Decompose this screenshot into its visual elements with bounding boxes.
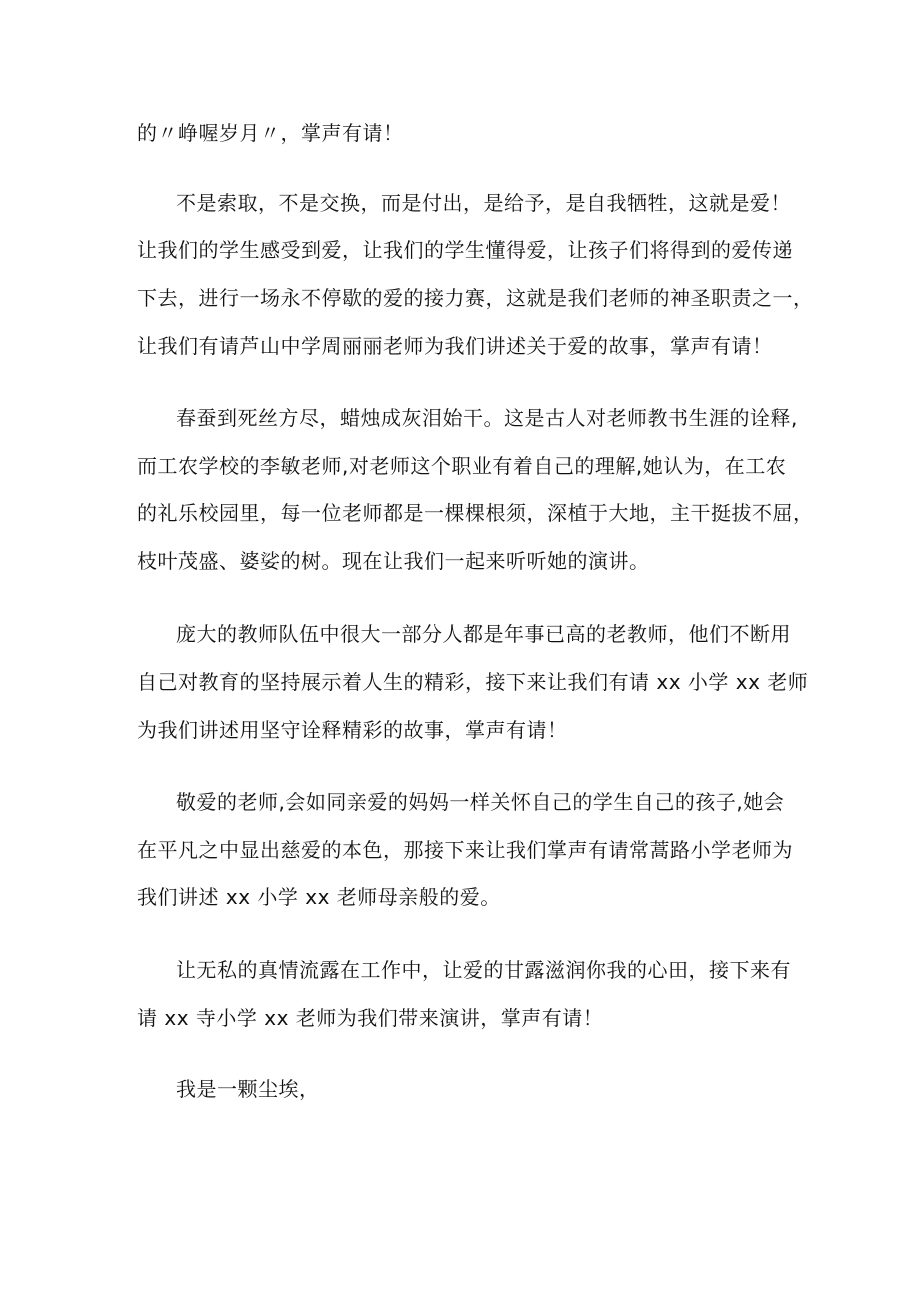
paragraph-2-line-1: 不是索取，不是交换，而是付出，是给予，是自我牺牲，这就是爱！: [176, 191, 791, 215]
paragraph-5-line-1: 敬爱的老师,会如同亲爱的妈妈一样关怀自己的学生自己的孩子,她会: [176, 790, 785, 814]
paragraph-4-line-2: 自己对教育的坚持展示着人生的精彩，接下来让我们有请 xx 小学 xx 老师: [137, 670, 809, 694]
paragraph-3-line-2: 而工农学校的李敏老师,对老师这个职业有着自己的理解,她认为，在工农: [137, 454, 787, 478]
paragraph-2-line-3: 下去，进行一场永不停歇的爱的接力赛，这就是我们老师的神圣职责之一，: [137, 286, 814, 310]
paragraph-3-line-3: 的礼乐校园里，每一位老师都是一棵棵根须，深植于大地，主干挺拔不屈，: [137, 501, 814, 525]
paragraph-2-line-4: 让我们有请芦山中学周丽丽老师为我们讲述关于爱的故事，掌声有请！: [137, 334, 773, 358]
paragraph-2-line-2: 让我们的学生感受到爱，让我们的学生懂得爱，让孩子们将得到的爱传递: [137, 238, 793, 262]
paragraph-6-line-1: 让无私的真情流露在工作中，让爱的甘露滋润你我的心田，接下来有: [176, 958, 791, 982]
paragraph-4-line-3: 为我们讲述用坚守诠释精彩的故事，掌声有请！: [137, 718, 568, 742]
paragraph-3-line-1: 春蚕到死丝方尽，蜡烛成灰泪始干。这是古人对老师教书生涯的诠释,: [176, 406, 798, 430]
paragraph-5-line-2: 在平凡之中显出慈爱的本色，那接下来让我们掌声有请常蒿路小学老师为: [137, 838, 793, 862]
paragraph-7-line-1: 我是一颗尘埃，: [176, 1077, 320, 1101]
paragraph-3-line-4: 枝叶茂盛、婆娑的树。现在让我们一起来听听她的演讲。: [137, 549, 650, 573]
paragraph-4-line-1: 庞大的教师队伍中很大一部分人都是年事已高的老教师，他们不断用: [176, 622, 791, 646]
paragraph-5-line-3: 我们讲述 xx 小学 xx 老师母亲般的爱。: [137, 885, 501, 909]
paragraph-1-line-1: 的〃峥喔岁月〃，掌声有请！: [137, 121, 404, 145]
paragraph-6-line-2: 请 xx 寺小学 xx 老师为我们带来演讲，掌声有请！: [137, 1006, 604, 1030]
